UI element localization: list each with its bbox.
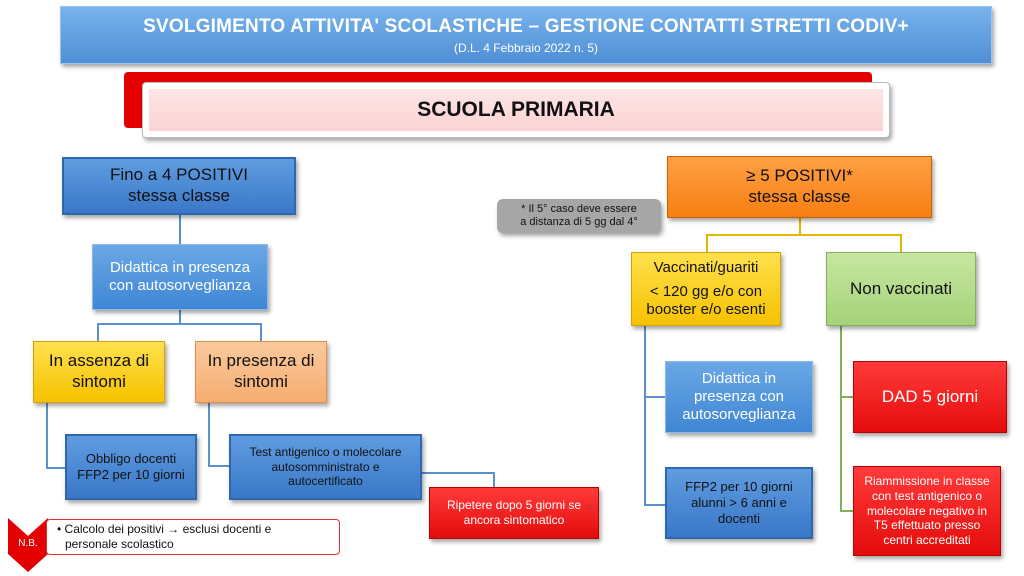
- connector: [840, 510, 854, 512]
- nb-label: N.B.: [18, 538, 38, 549]
- connector: [208, 465, 230, 467]
- box-text-line: docenti: [718, 510, 760, 526]
- connector: [706, 234, 708, 252]
- box-dad-5-giorni: [853, 361, 1007, 433]
- connector: [208, 403, 210, 467]
- box-obbligo-docenti-ffp2: [65, 434, 197, 500]
- box-text-line: In assenza di: [48, 351, 150, 371]
- section-title-box: [142, 82, 890, 138]
- box-text-line: booster e/o esenti: [646, 301, 766, 319]
- box-text-line: stessa classe: [748, 187, 851, 206]
- box-text-line: autosomministrato e: [271, 459, 380, 474]
- connector: [46, 403, 48, 469]
- box-text-line: autosorveglianza: [682, 406, 796, 424]
- box-5-positivi: [667, 156, 932, 218]
- box-text-line: FFP2 per 10 giorni: [77, 467, 185, 482]
- note-text-line: * Il 5° caso deve essere: [521, 202, 637, 215]
- box-test-antigenico: [229, 434, 422, 500]
- section-title: SCUOLA PRIMARIA: [149, 89, 883, 131]
- nb-text-line: personale scolastico: [65, 537, 174, 551]
- box-text-line: centri accreditati: [883, 532, 971, 547]
- connector: [900, 234, 902, 252]
- box-text-line: presenza con: [693, 387, 785, 405]
- box-text-line: Test antigenico o molecolare: [249, 445, 402, 460]
- connector: [706, 234, 902, 236]
- box-ripetere-dopo-5-giorni: [429, 487, 599, 539]
- box-text-line: Riammissione in classe: [864, 474, 990, 489]
- box-text-line: DAD 5 giorni: [881, 386, 979, 406]
- connector: [493, 472, 495, 488]
- box-text-line: stessa classe: [127, 186, 231, 205]
- connector: [840, 396, 854, 398]
- nb-text-line: • Calcolo dei positivi → esclusi docenti e: [57, 522, 272, 537]
- box-text-line: Didattica in: [701, 369, 777, 387]
- box-in-assenza-sintomi: [33, 341, 165, 403]
- box-text-line: Non vaccinati: [849, 278, 953, 298]
- connector: [422, 472, 494, 474]
- connector: [799, 218, 801, 235]
- connector: [644, 504, 666, 506]
- box-text-line: sintomi: [234, 372, 288, 391]
- connector: [46, 467, 66, 469]
- box-text-line: autocertificato: [288, 474, 363, 489]
- box-text-line: < 120 gg e/o con: [649, 282, 763, 300]
- box-text-line: Fino a 4 POSITIVI: [110, 165, 248, 185]
- box-text-line: Obbligo docenti: [85, 451, 177, 467]
- box-text-line: Ripetere dopo 5 giorni se: [446, 498, 582, 513]
- box-in-presenza-sintomi: [195, 341, 327, 403]
- connector: [840, 326, 842, 512]
- box-vaccinati-guariti: [631, 252, 781, 326]
- box-fino-4-positivi: [62, 157, 296, 215]
- nb-note-box: [46, 519, 340, 555]
- connector: [644, 396, 666, 398]
- box-text-line: ≥ 5 POSITIVI*: [746, 166, 853, 186]
- box-non-vaccinati: [826, 252, 976, 326]
- box-text-line: molecolare negativo in: [866, 503, 988, 518]
- note-quinto-caso: [497, 199, 661, 233]
- header-title: SVOLGIMENTO ATTIVITA' SCOLASTICHE – GESTIONE CONTATTI STRETTI CODIV+: [143, 15, 909, 37]
- box-ffp2-alunni-docenti: [665, 467, 813, 539]
- connector: [260, 323, 262, 341]
- connector: [97, 323, 262, 325]
- box-text-line: FFP2 per 10 giorni: [685, 479, 793, 495]
- box-riammissione-classe: [853, 466, 1001, 556]
- box-text-line: con autosorveglianza: [109, 277, 251, 294]
- header-subtitle: (D.L. 4 Febbraio 2022 n. 5): [453, 40, 599, 55]
- box-text-line: T5 effettuato presso: [873, 518, 981, 533]
- note-text-line: a distanza di 5 gg dal 4°: [520, 216, 638, 228]
- box-text-line: In presenza di: [207, 351, 315, 371]
- connector: [644, 326, 646, 506]
- connector: [179, 214, 181, 244]
- connector: [179, 310, 181, 324]
- box-text-line: Vaccinati/guariti: [653, 258, 759, 276]
- box-didattica-presenza-right: [665, 361, 813, 433]
- header-banner: [60, 6, 992, 64]
- box-text-line: con test antigenico o: [871, 489, 983, 504]
- box-text-line: ancora sintomatico: [463, 513, 565, 527]
- box-didattica-presenza-left: [92, 244, 268, 310]
- box-text-line: sintomi: [72, 372, 126, 391]
- box-text-line: Didattica in presenza: [109, 258, 251, 276]
- box-text-line: alunni > 6 anni e: [691, 495, 787, 511]
- connector: [97, 323, 99, 341]
